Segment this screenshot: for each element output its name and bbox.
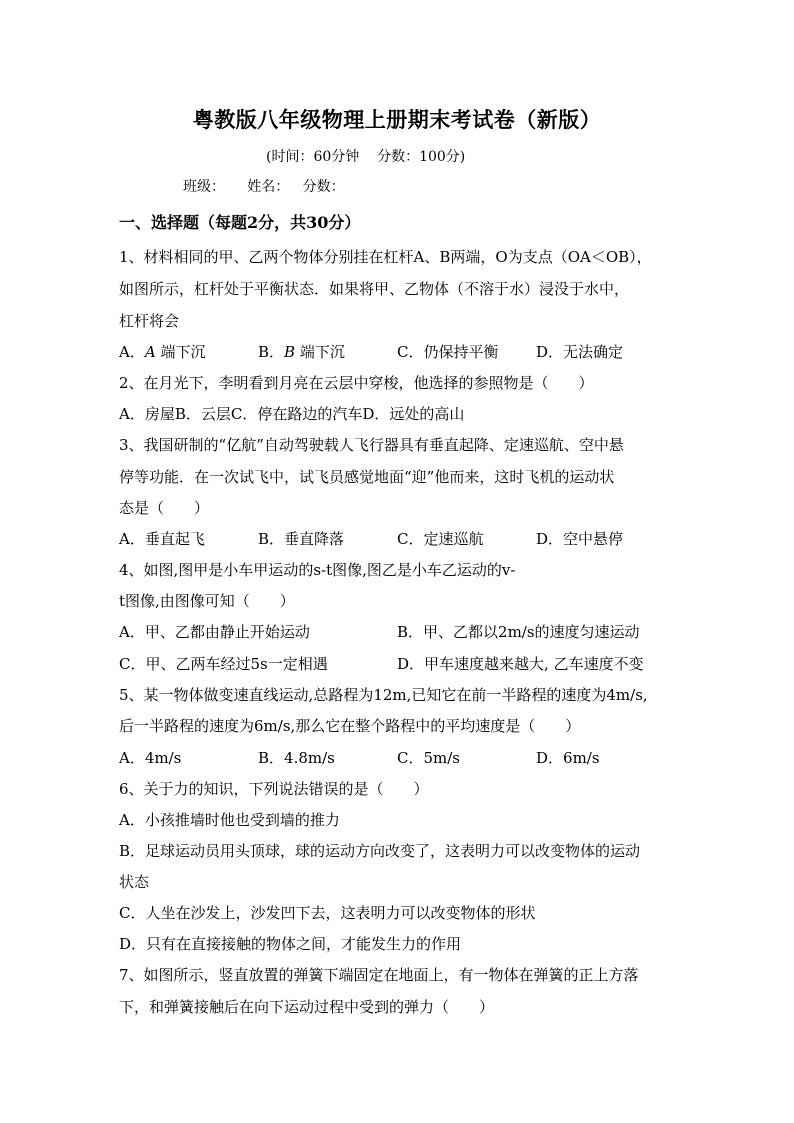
q6-option-d: D．只有在直接接触的物体之间，才能发生力的作用 — [119, 935, 462, 953]
q7-line-2: 下，和弹簧接触后在向下运动过程中受到的弹力（ ） — [119, 998, 495, 1016]
q5-option-d: D．6m/s — [536, 749, 600, 767]
q1-line-2: 如图所示，杠杆处于平衡状态．如果将甲、乙物体（不溶于水）浸没于水中， — [119, 280, 630, 298]
q3-option-b: B．垂直降落 — [258, 530, 345, 548]
q6-option-a: A．小孩推墙时他也受到墙的推力 — [119, 811, 340, 829]
q3-line-2: 停等功能．在一次试飞中，试飞员感觉地面“迎”他而来，这时飞机的运动状 — [119, 468, 615, 486]
q3-line-3: 态是（ ） — [119, 499, 210, 517]
q1-option-a-letter: A — [144, 343, 156, 361]
q5-option-b: B．4.8m/s — [258, 749, 335, 767]
q1-option-a-prefix: A． — [119, 343, 145, 361]
q3-option-a: A．垂直起飞 — [119, 530, 205, 548]
q1-option-a-text: 端下沉 — [155, 343, 206, 361]
q7-line-1: 7、如图所示，竖直放置的弹簧下端固定在地面上，有一物体在弹簧的正上方落 — [119, 966, 639, 984]
q1-option-c: C．仍保持平衡 — [397, 343, 499, 361]
q3-line-1: 3、我国研制的“亿航”自动驾驶载人飞行器具有垂直起降、定速巡航、空中悬 — [119, 436, 624, 454]
exam-title: 粤教版八年级物理上册期末考试卷（新版） — [192, 107, 602, 132]
q4-option-a: A．甲、乙都由静止开始运动 — [119, 623, 310, 641]
q1-line-3: 杠杆将会 — [119, 312, 180, 330]
q1-line-1: 1、材料相同的甲、乙两个物体分别挂在杠杆A、B两端，O为支点（OA＜OB）， — [119, 248, 652, 266]
q6-line-1: 6、关于力的知识，下列说法错误的是（ ） — [119, 780, 429, 798]
q1-option-b-prefix: B． — [258, 343, 285, 361]
q4-line-1: 4、如图,图甲是小车甲运动的s-t图像,图乙是小车乙运动的v- — [119, 561, 516, 579]
q1-option-d: D．无法确定 — [536, 343, 624, 361]
q2-options: A．房屋B．云层C．停在路边的汽车D．远处的高山 — [119, 405, 465, 423]
q5-line-2: 后一半路程的速度为6m/s,那么它在整个路程中的平均速度是（ ） — [119, 717, 581, 735]
q6-option-b-line-1: B．足球运动员用头顶球，球的运动方向改变了，这表明力可以改变物体的运动 — [119, 842, 641, 860]
time-score-line: (时间：60分钟 分数：100分) — [266, 149, 466, 165]
q1-option-b — [258, 342, 345, 362]
q6-option-c: C．人坐在沙发上，沙发凹下去，这表明力可以改变物体的形状 — [119, 904, 536, 922]
q1-option-b-text: 端下沉 — [295, 343, 345, 361]
section-heading-choice: 一、选择题（每题2分，共30分） — [119, 213, 361, 232]
q3-option-d: D．空中悬停 — [536, 530, 624, 548]
q5-option-c: C．5m/s — [397, 749, 460, 767]
q5-line-1: 5、某一物体做变速直线运动,总路程为12m,已知它在前一半路程的速度为4m/s, — [119, 686, 648, 704]
q2-line-1: 2、在月光下，李明看到月亮在云层中穿梭，他选择的参照物是（ ） — [119, 374, 594, 392]
q3-option-c: C．定速巡航 — [397, 530, 484, 548]
q4-line-2: t图像,由图像可知（ ） — [119, 592, 295, 610]
q6-option-b-line-2: 状态 — [119, 873, 150, 891]
q5-option-a: A．4m/s — [119, 749, 182, 767]
class-name-score-line: 班级： 姓名： 分数： — [183, 179, 345, 195]
q4-option-c: C．甲、乙两车经过5s一定相遇 — [119, 655, 328, 673]
q4-option-b: B．甲、乙都以2m/s的速度匀速运动 — [397, 623, 640, 641]
q1-option-a — [119, 342, 205, 362]
q1-option-b-letter: B — [284, 343, 296, 361]
q4-option-d: D．甲车速度越来越大, 乙车速度不变 — [397, 655, 644, 673]
